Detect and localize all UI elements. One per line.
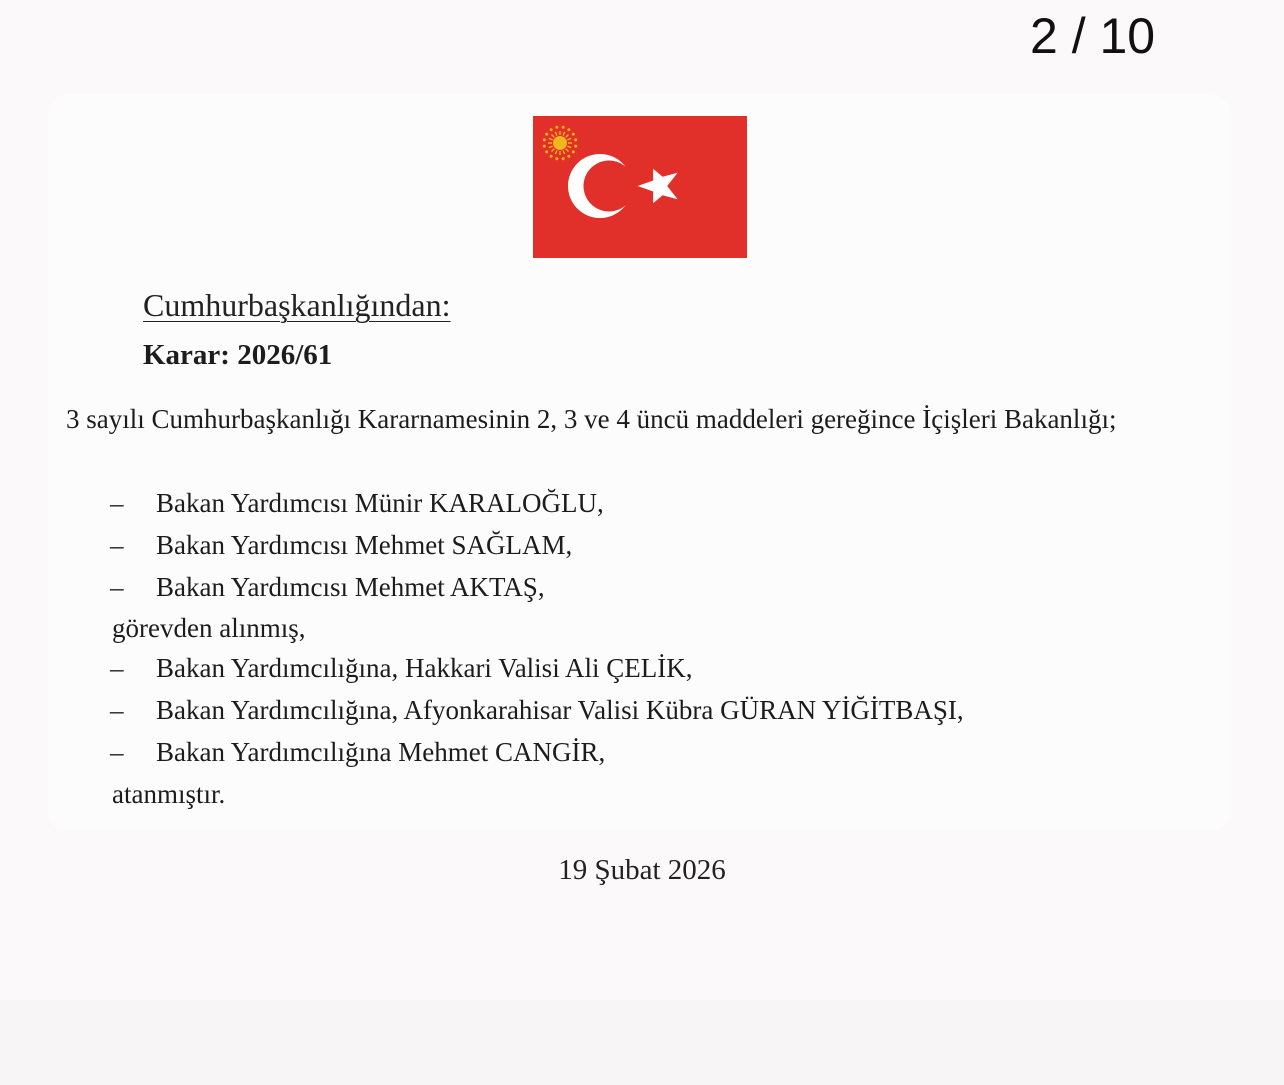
removed-conclusion: görevden alınmış, bbox=[112, 613, 306, 643]
list-item bbox=[110, 566, 604, 608]
appointed-conclusion: atanmıştır. bbox=[112, 779, 226, 809]
dash-bullet: – bbox=[110, 488, 124, 518]
dash-bullet: – bbox=[110, 695, 124, 725]
dash-bullet: – bbox=[110, 737, 124, 767]
decision-number: Karar: 2026/61 bbox=[143, 339, 333, 371]
appointed-officials-list bbox=[110, 647, 964, 773]
list-item-text: Bakan Yardımcısı Münir KARALOĞLU, bbox=[156, 488, 604, 518]
page-counter: 2 / 10 bbox=[1030, 8, 1156, 64]
list-item bbox=[110, 731, 964, 773]
list-item bbox=[110, 482, 604, 524]
decision-intro-paragraph: 3 sayılı Cumhurbaşkanlığı Kararnamesinin 2, 3 ve 4 üncü maddeleri gereğince İçişleri Bakanlığı; bbox=[66, 404, 1117, 434]
list-item bbox=[110, 647, 964, 689]
viewer-bottom-area bbox=[0, 1000, 1284, 1085]
removed-officials-list bbox=[110, 482, 604, 608]
issuer-heading: Cumhurbaşkanlığından: bbox=[143, 287, 451, 323]
list-item-text: Bakan Yardımcılığına, Hakkari Valisi Ali ÇELİK, bbox=[156, 653, 693, 683]
dash-bullet: – bbox=[110, 530, 124, 560]
list-item-text: Bakan Yardımcısı Mehmet SAĞLAM, bbox=[156, 530, 573, 560]
list-item bbox=[110, 524, 604, 566]
turkish-flag-presidential-icon bbox=[533, 116, 747, 258]
dash-bullet: – bbox=[110, 653, 124, 683]
list-item-text: Bakan Yardımcılığına Mehmet CANGİR, bbox=[156, 737, 606, 767]
document-date: 19 Şubat 2026 bbox=[558, 854, 726, 886]
list-item-text: Bakan Yardımcısı Mehmet AKTAŞ, bbox=[156, 572, 545, 602]
dash-bullet: – bbox=[110, 572, 124, 602]
list-item-text: Bakan Yardımcılığına, Afyonkarahisar Valisi Kübra GÜRAN YİĞİTBAŞI, bbox=[156, 695, 964, 725]
list-item bbox=[110, 689, 964, 731]
